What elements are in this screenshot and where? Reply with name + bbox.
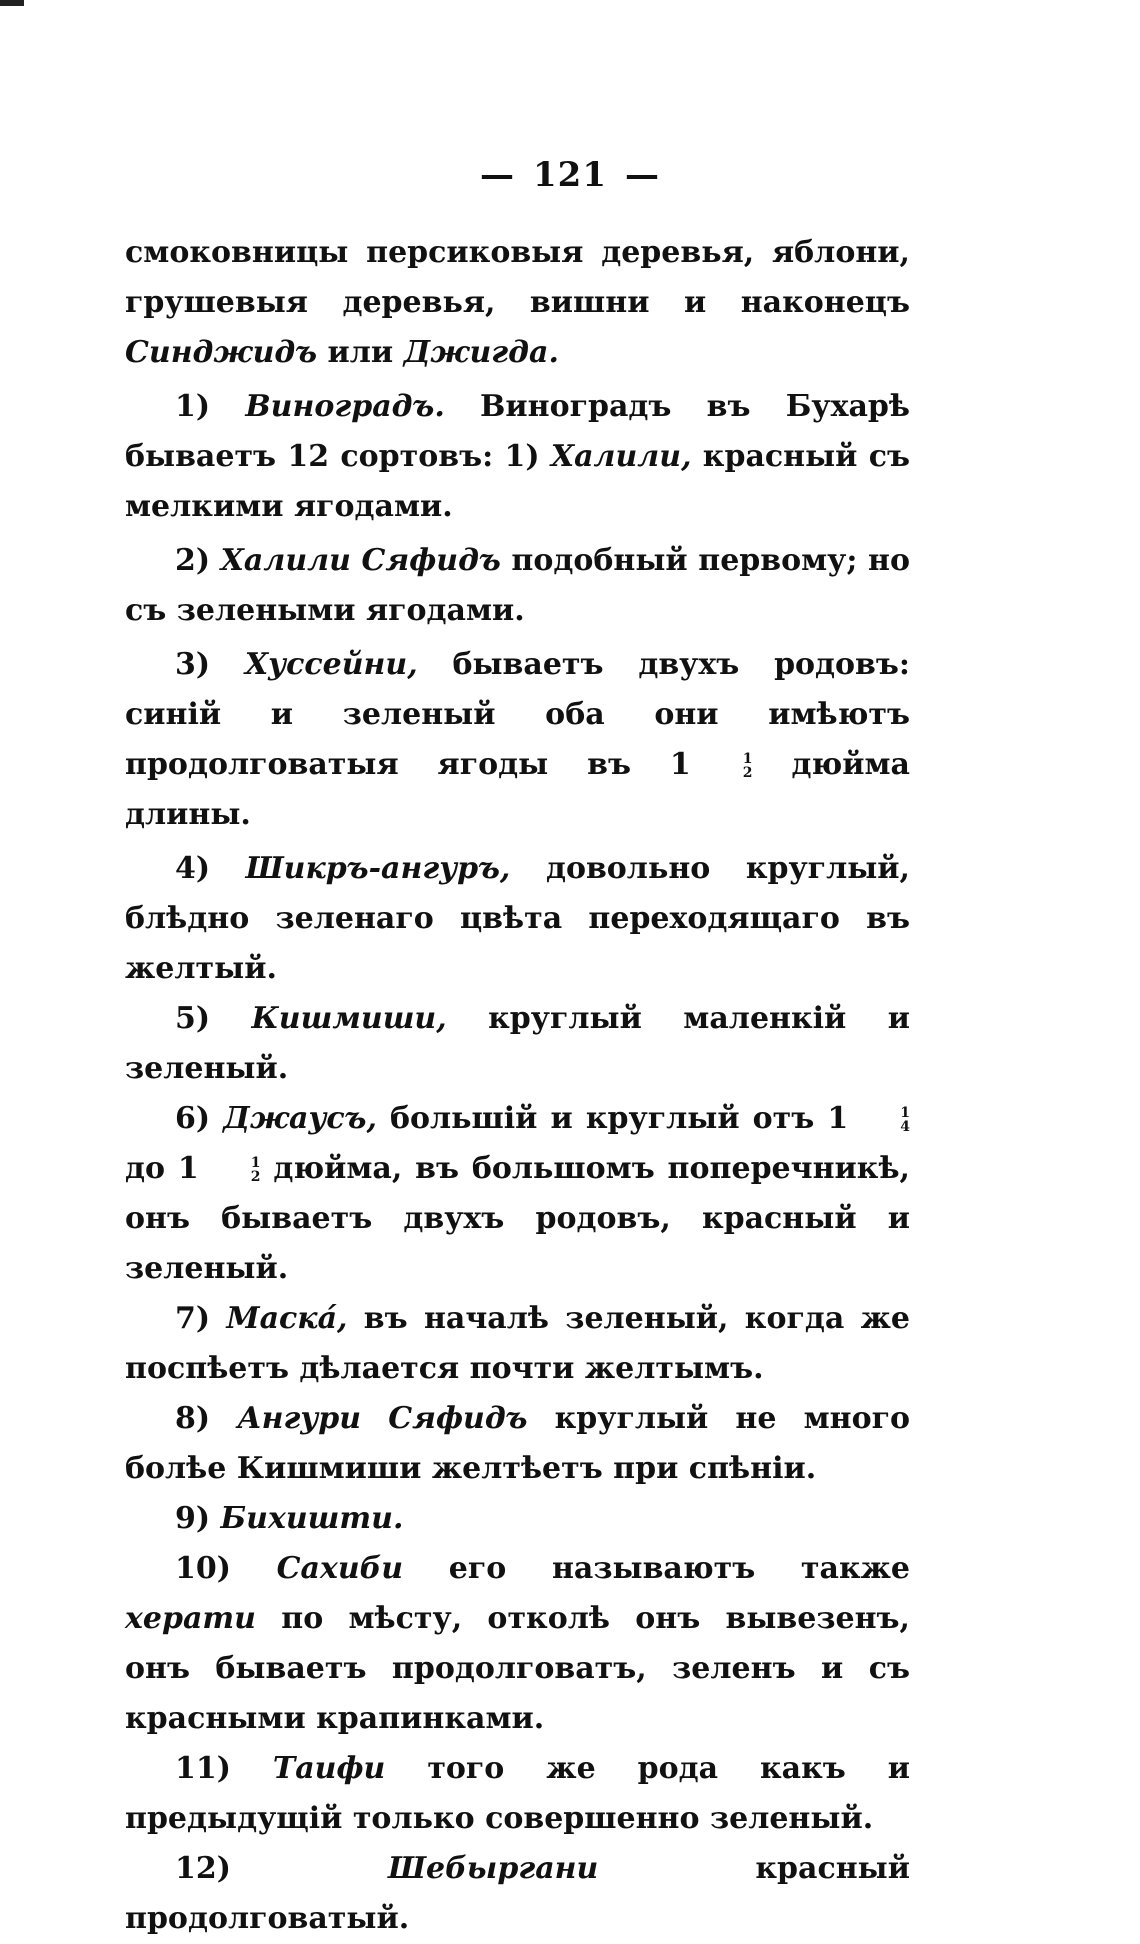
item-number: 11) — [175, 1751, 273, 1786]
paragraph-7 — [125, 1294, 910, 1394]
fraction-numerator: 1 — [250, 1155, 261, 1171]
page-number — [0, 155, 1140, 195]
italic-term: Хуссейни, — [244, 647, 418, 682]
paragraph-12 — [125, 1844, 910, 1944]
italic-term: Синджидъ — [125, 335, 318, 370]
italic-term: Халили Сяфидъ — [220, 543, 501, 578]
paragraph-2 — [125, 536, 910, 636]
paragraph-6 — [125, 1094, 910, 1294]
fraction — [693, 752, 753, 780]
item-number: 9) — [175, 1501, 221, 1536]
text-run: смоковницы персиковыя деревья, яблони, грушевыя деревья, вишни и наконецъ — [125, 235, 910, 320]
paragraph-5 — [125, 994, 910, 1094]
paragraph-continuation — [125, 228, 910, 378]
text-run: круглый не много болѣе Кишмиши желтѣетъ при спѣніи. — [125, 1401, 910, 1486]
body-text — [125, 228, 910, 1944]
fraction-numerator: 1 — [742, 751, 753, 767]
paragraph-8 — [125, 1394, 910, 1494]
fraction-numerator: 1 — [900, 1105, 910, 1121]
item-number: 4) — [175, 851, 246, 886]
text-run: того же рода какъ и предыдущій только совершенно зеленый. — [125, 1751, 910, 1836]
item-number: 3) — [175, 647, 245, 682]
italic-term: Сахиби — [276, 1551, 404, 1586]
fraction-denominator: 2 — [250, 1169, 261, 1185]
text-run: до 1 — [125, 1151, 199, 1186]
italic-term: Бихишти. — [220, 1501, 404, 1536]
italic-term: Джаусъ, — [223, 1101, 377, 1136]
text-run: дюйма, въ большомъ поперечникѣ, онъ бываетъ двухъ родовъ, красный и зеленый. — [125, 1151, 910, 1286]
italic-term: Кишмиши, — [251, 1001, 447, 1036]
item-number: 6) — [175, 1101, 224, 1136]
item-number: 12) — [175, 1851, 389, 1886]
italic-term: Ангури Сяфидъ — [237, 1401, 528, 1436]
text-run: красный продолговатый. — [125, 1851, 911, 1936]
fraction-denominator: 2 — [742, 765, 753, 781]
item-number: 1) — [175, 389, 246, 424]
item-number: 7) — [175, 1301, 227, 1336]
text-run: или — [317, 335, 404, 370]
text-run: дюйма длины. — [125, 747, 910, 832]
text-run: его называютъ также — [403, 1551, 910, 1586]
paragraph-11 — [125, 1744, 910, 1844]
item-number: 2) — [175, 543, 221, 578]
italic-term: херати — [125, 1601, 256, 1636]
text-run: красный съ мелкими ягодами. — [125, 439, 910, 524]
paragraph-4 — [125, 844, 910, 994]
italic-term: Таифи — [272, 1751, 386, 1786]
scan-corner-mark — [0, 0, 24, 6]
paragraph-10 — [125, 1544, 910, 1744]
text-run: круглый маленкій и зеленый. — [125, 1001, 910, 1086]
text-run: подобный первому; но съ зелеными ягодами. — [125, 543, 910, 628]
text-run: по мѣсту, отколѣ онъ вывезенъ, онъ бываетъ продолговатъ, зеленъ и съ красными крапинками. — [125, 1601, 910, 1736]
page-number-dash-right: — — [624, 155, 660, 195]
item-number: 5) — [175, 1001, 252, 1036]
text-run: довольно круглый, блѣдно зеленаго цвѣта переходящаго въ желтый. — [125, 851, 910, 986]
fraction — [850, 1106, 910, 1134]
page-number-value: 121 — [533, 155, 607, 195]
text-run: большій и круглый отъ 1 — [376, 1101, 849, 1136]
item-number: 10) — [175, 1551, 277, 1586]
paragraph-3 — [125, 640, 910, 840]
paragraph-9 — [125, 1494, 910, 1544]
paragraph-1 — [125, 382, 910, 532]
item-number: 8) — [175, 1401, 238, 1436]
italic-term: Маска́, — [226, 1301, 348, 1336]
text-run: бываетъ двухъ родовъ: синій и зеленый оба они имѣютъ продолговатыя ягоды въ 1 — [125, 647, 910, 782]
italic-term: Виноградъ. — [245, 389, 445, 424]
italic-term: Джигда. — [403, 335, 559, 370]
italic-term: Шебыргани — [388, 1851, 599, 1886]
italic-term: Шикръ-ангуръ, — [245, 851, 511, 886]
italic-term: Халили, — [550, 439, 692, 474]
text-run: въ началѣ зеленый, когда же поспѣетъ дѣлается почти желтымъ. — [125, 1301, 910, 1386]
fraction-denominator: 4 — [900, 1119, 910, 1135]
page-number-dash-left: — — [480, 155, 515, 195]
fraction — [201, 1156, 261, 1184]
text-run: Виноградъ въ Бухарѣ бываетъ 12 сортовъ: 1) — [125, 389, 911, 474]
